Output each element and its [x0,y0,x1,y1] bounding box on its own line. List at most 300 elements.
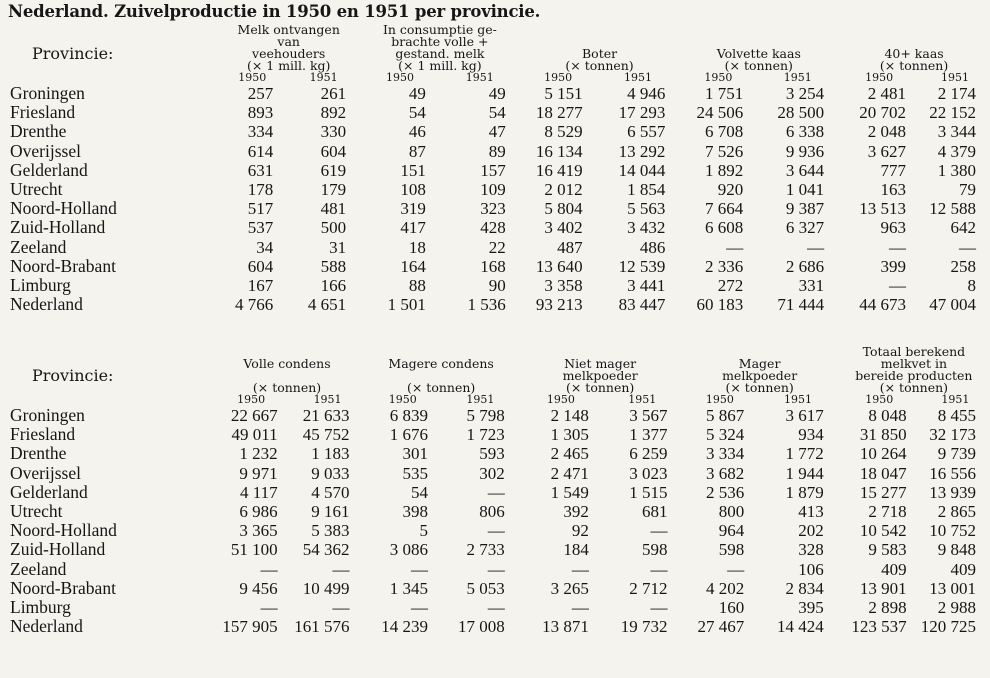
column-group-header-line: Boter [582,46,618,61]
table-cell: 2 712 [629,578,668,598]
table-cell: 334 [247,122,274,142]
table-cell: 5 151 [544,84,583,104]
province-name: Noord-Brabant [10,255,116,276]
table-cell: 1 377 [629,425,668,445]
column-group-header-line: (× tonnen) [879,380,949,395]
table-cell: 331 [798,275,825,295]
table-cell: 3 682 [705,463,745,483]
column-group-header-line: Totaal berekend [862,344,966,359]
table-cell: 15 277 [859,482,907,502]
table-cell: 21 633 [302,406,350,426]
table-cell: 1 536 [467,295,506,315]
province-name: Noord-Brabant [10,577,116,598]
table-cell: 1 892 [705,160,744,180]
table-cell: 9 971 [239,463,278,483]
column-group-header-line: In consumptie ge- [382,22,497,37]
table-cell: 10 264 [859,444,907,464]
table-cell: 10 752 [929,521,976,541]
table-cell: 272 [717,275,744,295]
table-cell: 517 [247,199,274,219]
table-cell: — [411,597,429,617]
province-name: Limburg [10,274,71,295]
province-name: Groningen [10,83,85,104]
table-cell: — [959,237,976,257]
table-cell: 88 [408,275,426,295]
province-name: Gelderland [10,159,88,180]
province-name: Zeeland [10,558,67,579]
column-group-header-line: (× tonnen) [565,380,635,395]
table-cell: 3 617 [785,406,824,426]
table-cell: 163 [880,180,906,200]
table-cell: — [650,597,668,617]
column-group-header [519,346,682,394]
table-cell: — [807,237,825,257]
year-header: 1951 [465,71,494,84]
table-row [10,180,990,199]
table-cell: 31 850 [859,425,907,445]
table-cell: 6 338 [785,122,825,142]
table-cell: 8 529 [544,122,583,142]
column-group-header-line: bereide producten [855,368,973,383]
province-name: Nederland [10,294,83,315]
table-cell: 1 345 [389,578,429,598]
table-row [10,142,990,161]
year-header: 1950 [865,393,894,406]
year-header: 1950 [544,71,573,84]
column-group-header-line: (× tonnen) [724,58,793,73]
table-cell: 151 [400,160,426,180]
table-cell: 2 718 [868,502,907,522]
table-cell: 3 644 [785,160,825,180]
table-cell: 417 [400,218,426,238]
table-row [10,617,990,636]
table-cell: — [571,597,589,617]
table-cell: 9 033 [311,463,350,483]
province-name: Noord-Holland [10,198,117,219]
table-row [10,295,990,314]
column-group-header-line: Mager [738,356,781,371]
year-header: 1950 [238,71,267,84]
table-cell: 409 [950,559,976,579]
table-cell: 4 570 [311,482,350,502]
table-cell: 5 053 [466,578,505,598]
table-cell: 2 898 [868,597,907,617]
table-cell: 777 [880,160,906,180]
column-group-header [679,24,838,72]
table-cell: 604 [320,141,347,161]
year-header: 1950 [705,393,734,406]
table-cell: 24 506 [696,103,744,123]
table-cell: 2 148 [550,406,589,426]
table-cell: 3 358 [544,275,583,295]
table-cell: 800 [718,502,745,522]
table-cell: 7 664 [705,199,744,219]
column-group-header-line: melkvet in [880,356,948,371]
table-cell: 9 848 [937,540,976,560]
table-cell: 3 402 [544,218,583,238]
table-cell: 32 173 [929,425,976,445]
table-cell: 10 542 [859,521,907,541]
year-header: 1951 [941,71,969,84]
table-row [10,257,990,276]
table-cell: 51 100 [230,540,278,560]
table-cell: 395 [798,597,824,617]
column-group-header-line: (× tonnen) [879,58,949,73]
table-cell: 14 044 [618,160,666,180]
column-group-header [838,24,990,72]
column-group-header-line: Volvette kaas [716,46,801,61]
table-cell: — [571,559,589,579]
table-cell: 49 011 [231,425,278,445]
table-cell: 301 [402,444,429,464]
table-cell: 893 [247,103,274,123]
year-header: 1951 [783,71,812,84]
table-cell: 47 004 [929,295,976,315]
table-cell: 167 [247,275,274,295]
table-cell: 8 048 [868,406,907,426]
table-cell: 13 292 [618,141,666,161]
table-cell: 22 [488,237,506,257]
province-name: Groningen [10,405,85,426]
column-group-header-line: melkpoeder [722,368,798,383]
column-group-header [217,24,360,72]
table-cell: 54 [488,103,506,123]
column-group-header-line: (× tonnen) [406,380,476,395]
table-cell: 3 086 [389,540,429,560]
table-cell: 18 [408,237,426,257]
table-cell: — [726,237,744,257]
table-cell: 8 [967,275,976,295]
table-cell: 87 [408,141,426,161]
table-cell: 49 [488,84,506,104]
table-cell: 323 [480,199,506,219]
table-cell: 5 798 [466,406,505,426]
table-cell: 5 383 [311,521,350,541]
table-cell: 13 513 [859,199,906,219]
table-cell: 413 [798,502,824,522]
province-name: Zeeland [10,236,67,257]
table-cell: 2 733 [466,540,505,560]
table-cell: 6 327 [785,218,825,238]
province-name: Gelderland [10,481,88,502]
table-cell: 27 467 [697,617,745,637]
province-name: Drenthe [10,443,67,464]
table-cell: 3 567 [629,406,668,426]
province-name: Zuid-Holland [10,217,106,238]
table-cell: 598 [718,540,745,560]
table-cell: 157 [480,160,506,180]
production-table-2 [10,346,990,636]
table-cell: 9 739 [937,444,976,464]
table-cell: 486 [639,237,666,257]
table-cell: 54 [411,482,429,502]
table-cell: 537 [247,218,274,238]
table-cell: 588 [320,256,347,276]
table-cell: 302 [479,463,505,483]
table-cell: 89 [488,141,506,161]
province-name: Drenthe [10,121,67,142]
table-cell: — [332,559,350,579]
province-name: Overijssel [10,140,81,161]
province-name: Friesland [10,102,76,123]
table-row [10,218,990,237]
table-cell: 392 [563,502,589,522]
table-cell: 47 [488,122,506,142]
table-cell: 500 [320,218,347,238]
table-cell: 1 879 [785,482,824,502]
table-cell: 7 526 [705,141,744,161]
table-row [10,598,990,617]
table-cell: 3 023 [629,463,668,483]
table-cell: 79 [959,180,976,200]
table-cell: 3 265 [550,578,589,598]
province-name: Zuid-Holland [10,539,106,560]
production-table-1 [10,24,990,314]
year-header: 1950 [388,393,417,406]
table-cell: 13 871 [542,617,589,637]
table-row [10,502,990,521]
column-group-header [211,346,364,394]
table-cell: 3 627 [867,141,906,161]
table-cell: 2 834 [785,578,824,598]
column-group-header [520,24,680,72]
table-cell: 631 [247,160,274,180]
table-cell: 614 [247,141,274,161]
year-header: 1951 [466,393,495,406]
table-cell: 934 [798,425,824,445]
table-cell: 202 [798,521,824,541]
table-cell: 1 232 [239,444,278,464]
row-header: Provincie: [32,44,114,63]
table-cell: 261 [320,84,347,104]
table-cell: 920 [717,180,744,200]
year-header: 1950 [704,71,733,84]
table-row [10,161,990,180]
table-cell: 157 905 [222,617,278,637]
table-cell: 45 752 [302,425,350,445]
table-cell: 12 588 [929,199,976,219]
table-cell: 2 048 [867,122,906,142]
table-cell: 9 161 [311,502,350,522]
table-cell: 90 [488,275,506,295]
table-cell: 161 576 [294,617,350,637]
table-cell: 10 499 [302,578,350,598]
table-cell: 328 [798,540,824,560]
table-cell: 4 651 [307,295,347,315]
table-cell: 16 556 [929,463,976,483]
table-cell: 4 766 [234,295,274,315]
year-header: 1950 [546,393,575,406]
province-name: Overijssel [10,462,81,483]
table-cell: — [487,482,505,502]
table-cell: 22 667 [230,406,278,426]
row-header: Provincie: [32,366,114,385]
table-cell: 399 [880,256,906,276]
table-cell: 92 [571,521,589,541]
column-group-header [682,346,838,394]
table-cell: 44 673 [859,295,906,315]
table-cell: 1 854 [627,180,666,200]
table-cell: — [260,597,278,617]
table-cell: 398 [402,502,429,522]
table-row [10,560,990,579]
table-cell: 619 [320,160,347,180]
table-cell: 6 986 [239,502,278,522]
table-cell: 83 447 [618,295,666,315]
table-cell: 46 [408,122,426,142]
table-cell: — [260,559,278,579]
table-cell: 5 [419,521,429,541]
column-group-header [838,346,990,394]
table-row [10,276,990,295]
table-cell: 1 676 [389,425,429,445]
table-cell: 3 334 [705,444,745,464]
column-group-header-line: melkpoeder [562,368,638,383]
table-row [10,84,990,103]
table-cell: 2 465 [550,444,589,464]
year-header: 1951 [309,71,338,84]
column-group-header-line: Melk ontvangen [237,22,340,37]
table-cell: — [487,559,505,579]
table-row [10,521,990,540]
table-cell: 892 [320,103,347,123]
table-cell: 16 134 [535,141,583,161]
table-cell: 108 [400,180,426,200]
column-group-header-line: (× tonnen) [565,58,634,73]
table-cell: 598 [642,540,668,560]
year-header: 1950 [865,71,894,84]
table-cell: 487 [557,237,583,257]
table-cell: 13 001 [929,578,976,598]
table-row [10,540,990,559]
table-cell: 120 725 [920,617,976,637]
table-cell: 535 [402,463,429,483]
table-cell: 9 583 [868,540,907,560]
table-cell: 9 456 [239,578,278,598]
table-cell: 166 [320,275,347,295]
table-cell: 123 537 [851,617,907,637]
table-row [10,579,990,598]
year-header: 1950 [385,71,414,84]
year-header: 1951 [313,393,342,406]
table-cell: 49 [408,84,426,104]
table-cell: 6 557 [627,122,666,142]
table-cell: 20 702 [859,103,906,123]
table-cell: 34 [256,237,274,257]
table-cell: 409 [881,559,907,579]
table-cell: 168 [480,256,506,276]
year-header: 1950 [237,393,266,406]
table-cell: 17 293 [618,103,666,123]
year-header: 1951 [783,393,812,406]
province-name: Limburg [10,596,71,617]
province-name: Noord-Holland [10,520,117,541]
table-row [10,122,990,141]
table-cell: 681 [642,502,668,522]
table-cell: 1 380 [937,160,976,180]
table-cell: — [727,559,745,579]
table-cell: 14 239 [381,617,429,637]
table-cell: 1 944 [785,463,824,483]
table-cell: 54 362 [302,540,350,560]
table-cell: 806 [479,502,505,522]
table-cell: 1 772 [785,444,824,464]
table-cell: 2 481 [867,84,906,104]
table-cell: 9 936 [785,141,825,161]
column-group-header-line: Magere condens [388,356,494,371]
table-cell: 1 515 [629,482,668,502]
year-header: 1951 [941,393,970,406]
page-title: Nederland. Zuivelproductie in 1950 en 1951 per provincie. [8,2,541,21]
table-cell: 28 500 [777,103,825,123]
table-row [10,406,990,425]
column-group-header-line: veehouders [252,46,326,61]
column-group-header-line: 40+ kaas [884,46,944,61]
table-cell: 4 202 [705,578,745,598]
table-cell: 1 549 [550,482,589,502]
table-cell: 13 901 [859,578,907,598]
table-cell: — [487,597,505,617]
table-cell: 93 213 [535,295,583,315]
table-cell: 2 865 [937,502,976,522]
table-row [10,199,990,218]
table-cell: 178 [247,180,274,200]
table-cell: 16 419 [535,160,583,180]
table-cell: 2 536 [705,482,745,502]
table-cell: 3 344 [937,122,976,142]
table-cell: 18 047 [859,463,907,483]
table-cell: 9 387 [785,199,825,219]
table-cell: 3 441 [627,275,666,295]
table-cell: 8 455 [937,406,976,426]
table-cell: 5 867 [705,406,745,426]
table-cell: 6 839 [389,406,429,426]
column-group-header-line: (× tonnen) [252,380,322,395]
table-cell: 71 444 [777,295,825,315]
column-group-header-line: van [277,34,300,49]
table-cell: 1 041 [785,180,825,200]
column-group-header-line: (× 1 mill. kg) [398,58,482,73]
table-cell: 4 946 [627,84,666,104]
table-cell: 3 432 [627,218,666,238]
table-cell: 179 [320,180,347,200]
column-group-header-line: Volle condens [243,356,331,371]
table-cell: 14 424 [777,617,824,637]
table-cell: 319 [400,199,426,219]
table-cell: — [650,521,668,541]
table-cell: 17 008 [458,617,505,637]
table-cell: 4 379 [937,141,976,161]
table-cell: 330 [320,122,347,142]
table-cell: 2 336 [705,256,744,276]
year-header: 1951 [624,71,652,84]
table-cell: 963 [880,218,906,238]
table-cell: 1 305 [550,425,589,445]
table-cell: 257 [247,84,274,104]
table-cell: 22 152 [929,103,976,123]
column-group-header-line: (× tonnen) [725,380,794,395]
column-group-header [363,346,518,394]
table-cell: — [487,521,505,541]
table-cell: — [889,237,906,257]
table-cell: 3 365 [239,521,278,541]
table-cell: 13 640 [535,256,583,276]
table-cell: 13 939 [929,482,976,502]
table-cell: 106 [798,559,824,579]
table-cell: 12 539 [618,256,666,276]
table-cell: — [889,275,906,295]
table-row [10,464,990,483]
